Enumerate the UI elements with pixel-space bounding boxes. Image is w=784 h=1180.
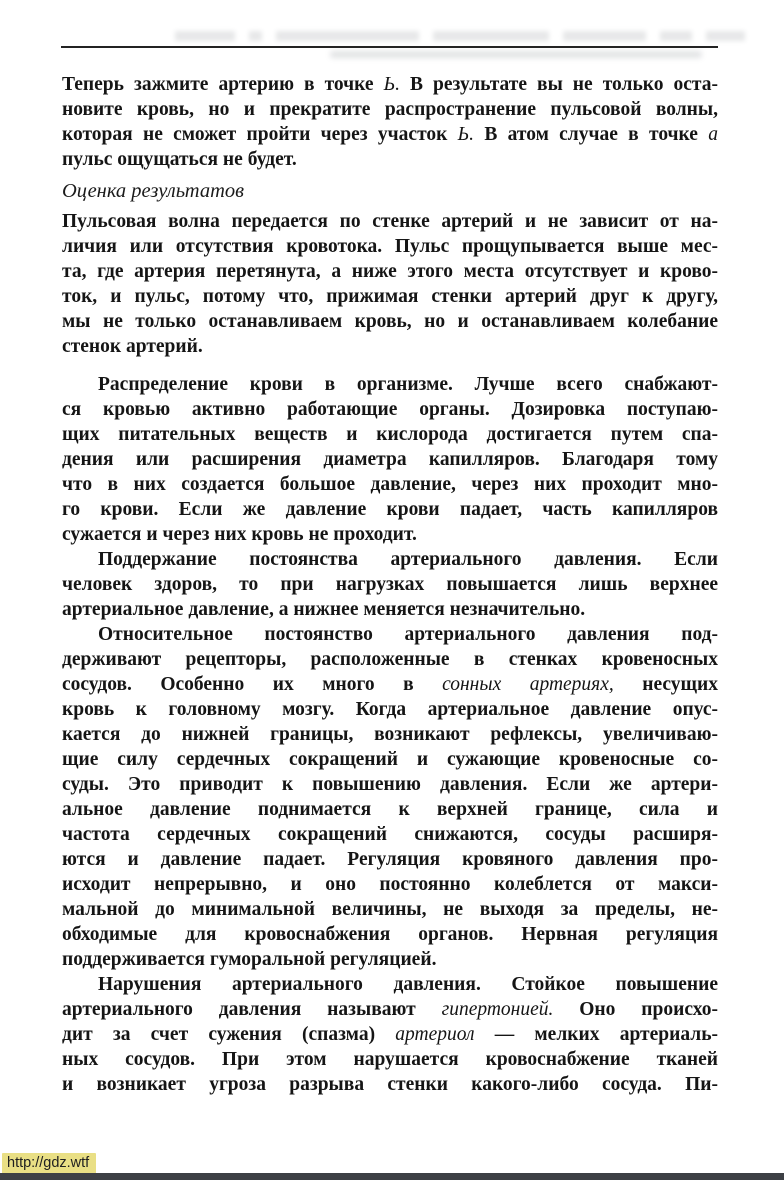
text-line: дения или расширения диаметра капилляров. Благодаря тому bbox=[62, 449, 718, 470]
text-block bbox=[62, 72, 718, 1097]
smudge-word bbox=[249, 31, 263, 41]
text-line: которая не сможет пройти через участок Ь. В атом случае в точке а bbox=[62, 124, 718, 145]
text-line: поддерживается гуморальной регуляцией. bbox=[62, 949, 437, 970]
text-line: пульс ощущаться не будет. bbox=[62, 149, 297, 170]
text-line: го крови. Если же давление крови падает, часть капилляров bbox=[62, 499, 718, 520]
smudge-word bbox=[433, 31, 549, 41]
text-line: кается до нижней границы, возникают рефлексы, увеличиваю- bbox=[62, 724, 718, 745]
watermark-url: http://gdz.wtf bbox=[7, 1155, 90, 1171]
text-line: ных сосудов. При этом нарушается кровоснабжение тканей bbox=[62, 1049, 718, 1070]
text-line: частота сердечных сокращений снижаются, сосуды расширя- bbox=[62, 824, 718, 845]
paragraph bbox=[62, 72, 718, 172]
text-line: ток, и пульс, потому что, прижимая стенки артерий друг к другу, bbox=[62, 286, 718, 307]
text-line: щие силу сердечных сокращений и сужающие кровеносные со- bbox=[62, 749, 718, 770]
text-line: Поддержание постоянства артериального давления. Если bbox=[98, 549, 718, 570]
text-line: мы не только останавливаем кровь, но и останавливаем колебание bbox=[62, 311, 718, 332]
smudge-word bbox=[175, 31, 235, 41]
text-line: суды. Это приводит к повышению давления. Если же артери- bbox=[62, 774, 718, 795]
text-line: личия или отсутствия кровотока. Пульс прощупывается выше мес- bbox=[62, 236, 718, 257]
text-line: артериальное давление, а нижнее меняется незначительно. bbox=[62, 599, 586, 620]
text-line: сужается и через них кровь не проходит. bbox=[62, 524, 417, 545]
paragraph bbox=[62, 972, 718, 1097]
smudge-word bbox=[563, 31, 646, 41]
section-heading: Оценка результатов bbox=[62, 180, 245, 202]
paragraph bbox=[62, 209, 718, 359]
bottom-bar bbox=[0, 1173, 784, 1180]
text-line: кровь к головному мозгу. Когда артериальное давление опус- bbox=[62, 699, 718, 720]
text-line: мальной до минимальной величины, не выходя за пределы, не- bbox=[62, 899, 718, 920]
text-line: Пульсовая волна передается по стенке артерий и не зависит от на- bbox=[62, 211, 718, 232]
text-line: человек здоров, то при нагрузках повышается лишь верхнее bbox=[62, 574, 718, 595]
text-line: Распределение крови в организме. Лучше всего снабжают- bbox=[98, 374, 718, 395]
smudge-word bbox=[276, 31, 419, 41]
text-line: стенок артерий. bbox=[62, 336, 203, 357]
paragraph bbox=[62, 547, 718, 622]
text-line: Теперь зажмите артерию в точке Ь. В результате вы не только оста- bbox=[62, 74, 718, 95]
text-line: держивают рецепторы, расположенные в стенках кровеносных bbox=[62, 649, 718, 670]
smudge-word bbox=[660, 31, 693, 41]
text-line: обходимые для кровоснабжения органов. Нервная регуляция bbox=[62, 924, 718, 945]
text-line: и возникает угроза разрыва стенки какого-либо сосуда. Пи- bbox=[62, 1074, 718, 1095]
text-line: дит за счет сужения (спазма) артериол — мелких артериаль- bbox=[62, 1024, 718, 1045]
running-header-smudge bbox=[175, 28, 745, 44]
header-rule bbox=[61, 46, 718, 48]
smudge-word bbox=[706, 31, 745, 41]
text-line: артериального давления называют гипертонией. Оно происхо- bbox=[62, 999, 718, 1020]
text-line: альное давление поднимается к верхней границе, сила и bbox=[62, 799, 718, 820]
text-line: исходит непрерывно, и оно постоянно колеблется от макси- bbox=[62, 874, 718, 895]
text-line: сосудов. Особенно их много в сонных артериях, несущих bbox=[62, 674, 718, 695]
text-line: новите кровь, но и прекратите распространение пульсовой волны, bbox=[62, 99, 718, 120]
header-sub-smudge bbox=[330, 51, 702, 58]
text-line: Нарушения артериального давления. Стойкое повышение bbox=[98, 974, 718, 995]
text-line: ся кровью активно работающие органы. Дозировка поступаю- bbox=[62, 399, 718, 420]
text-line: щих питательных веществ и кислорода достигается путем спа- bbox=[62, 424, 718, 445]
text-line: ются и давление падает. Регуляция кровяного давления про- bbox=[62, 849, 718, 870]
paragraph bbox=[62, 622, 718, 972]
paragraph bbox=[62, 372, 718, 547]
text-line: Относительное постоянство артериального давления под- bbox=[98, 624, 718, 645]
text-line: та, где артерия перетянута, а ниже этого места отсутствует и крово- bbox=[62, 261, 718, 282]
text-line: что в них создается большое давление, через них проходит мно- bbox=[62, 474, 718, 495]
watermark-badge bbox=[2, 1153, 96, 1175]
